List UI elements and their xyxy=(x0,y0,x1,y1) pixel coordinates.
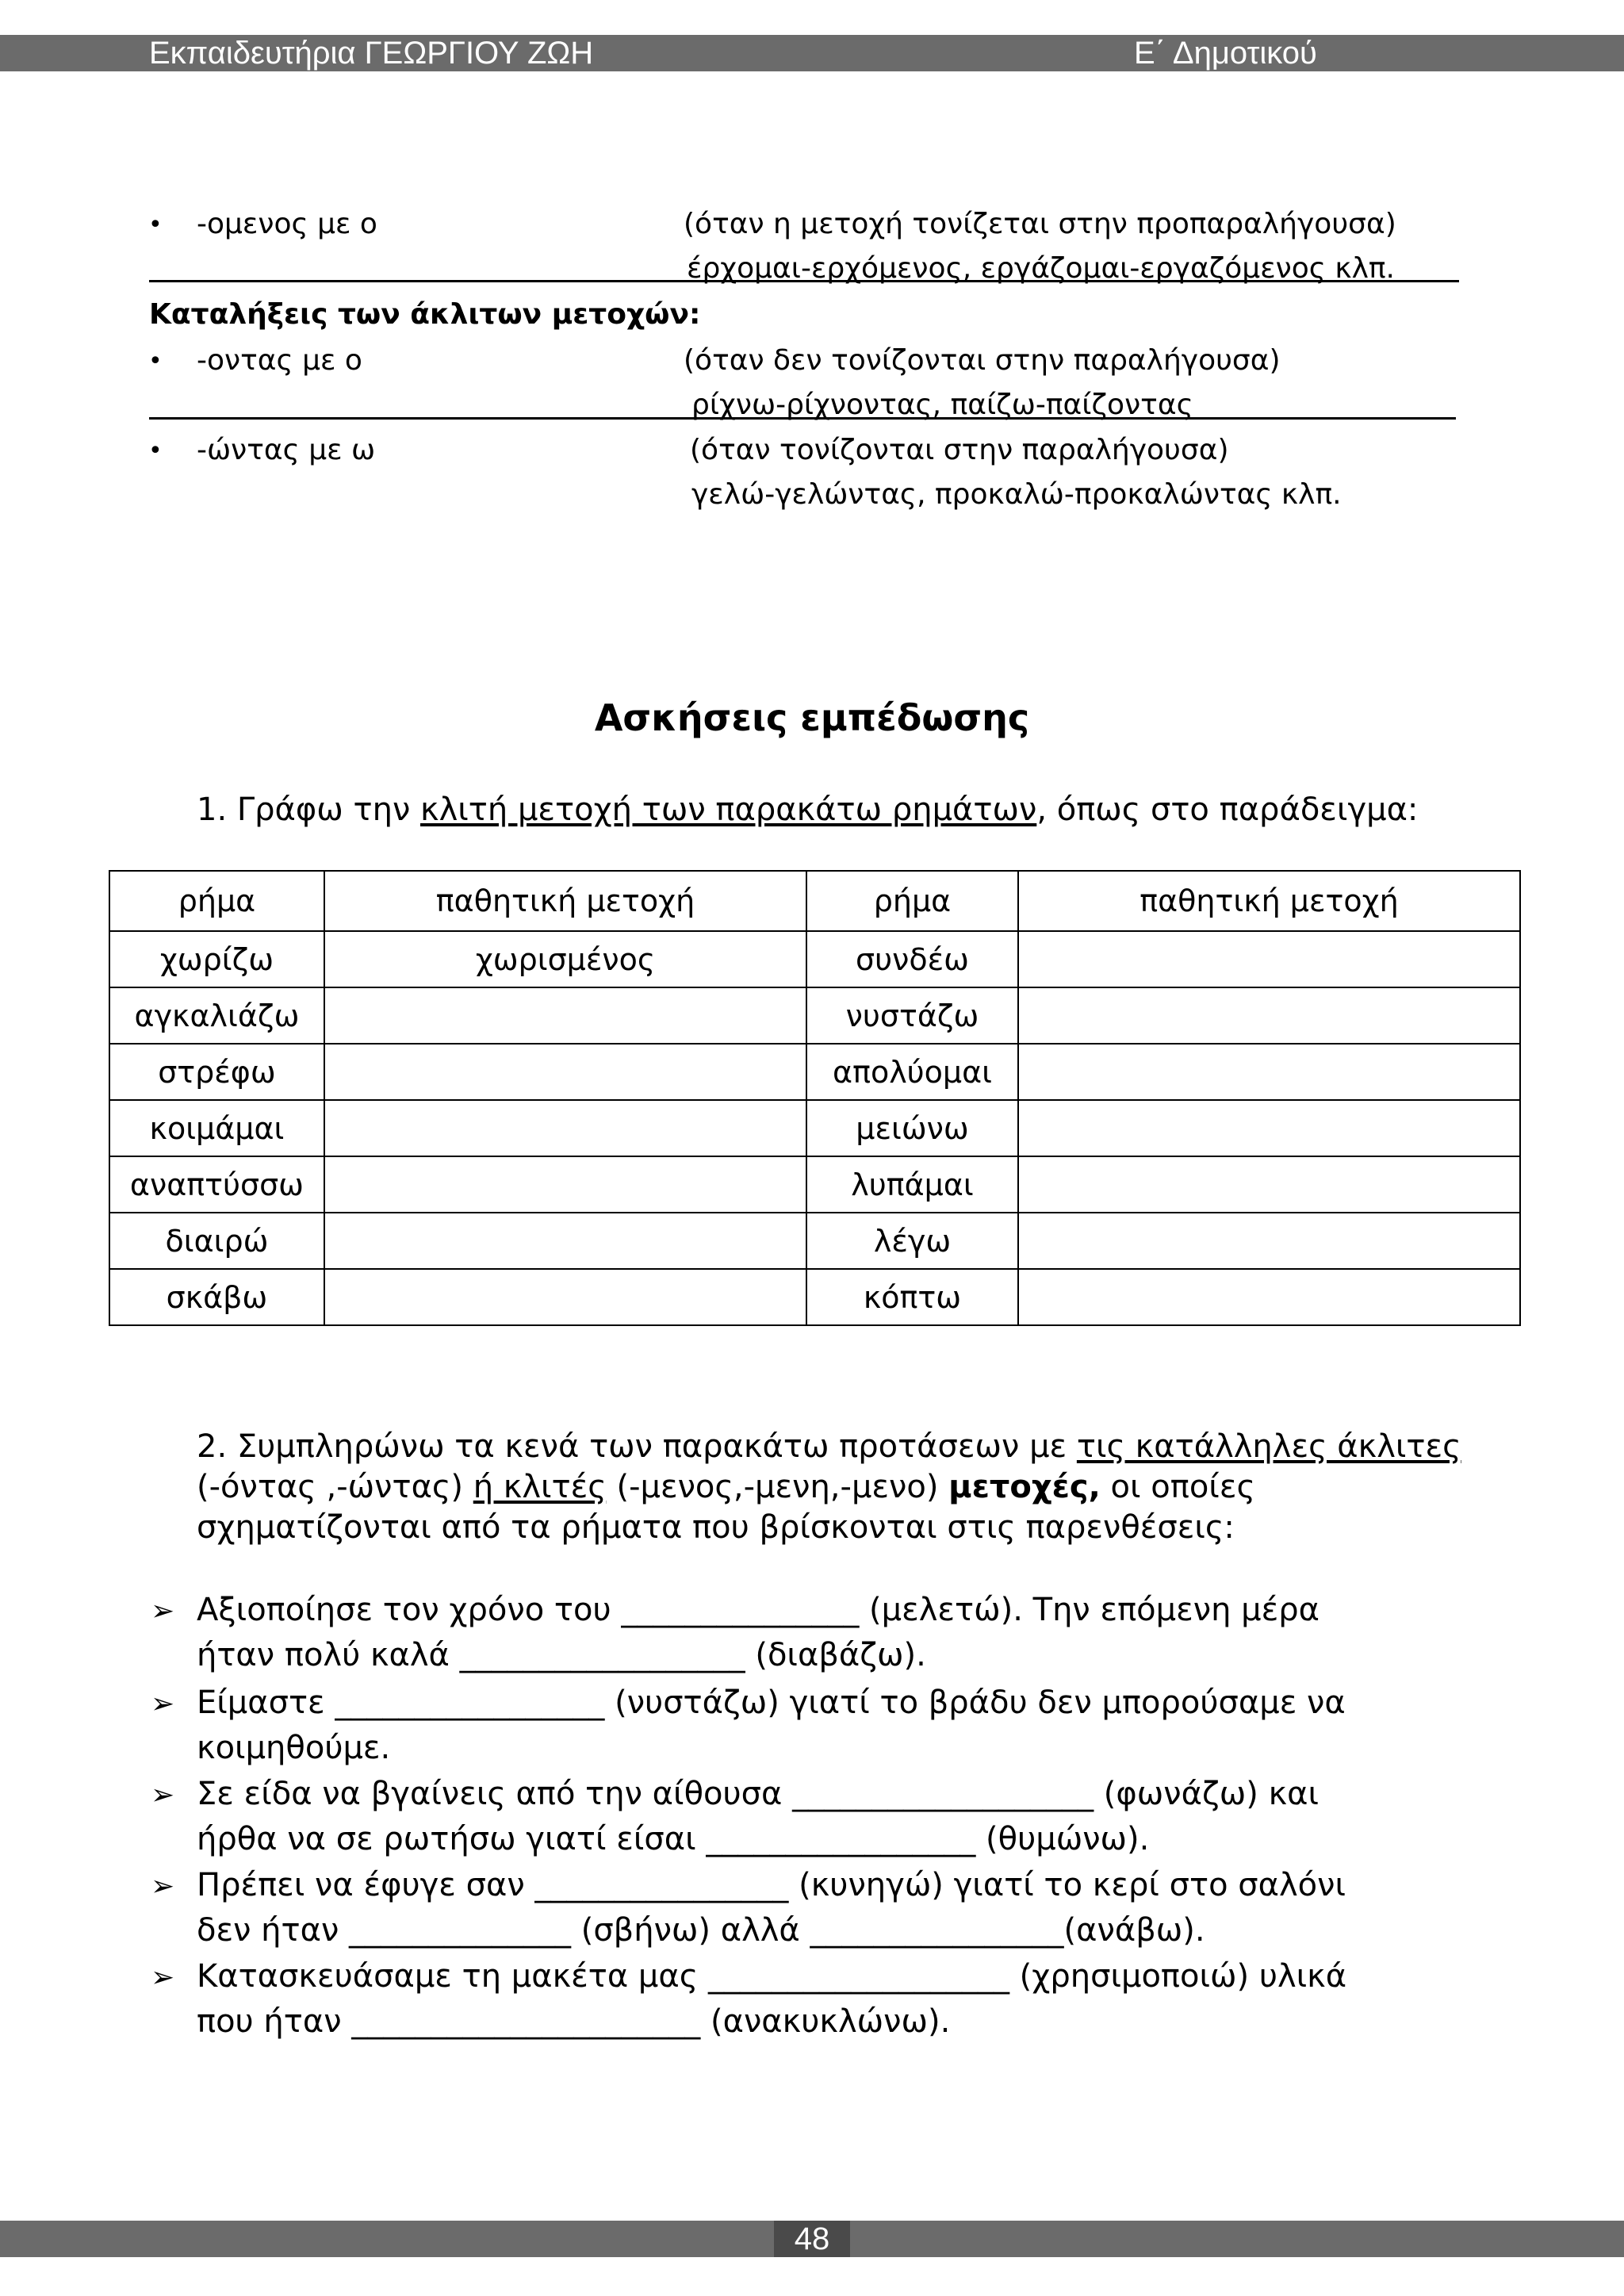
participle-cell[interactable] xyxy=(1018,1044,1520,1100)
ending-ontas-omega: -ώντας με ω xyxy=(197,434,376,466)
table-row xyxy=(109,1213,1520,1269)
verb-cell: συνδέω xyxy=(806,931,1018,987)
participle-cell[interactable] xyxy=(324,1156,806,1213)
exercise2-line3: σχηματίζονται από τα ρήματα που βρίσκονται στις παρενθέσεις: xyxy=(197,1509,1235,1546)
table-row xyxy=(109,1100,1520,1156)
rule-omenos: (όταν η μετοχή τονίζεται στην προπαραλήγουσα) xyxy=(684,208,1396,240)
table-row xyxy=(109,1044,1520,1100)
table-row xyxy=(109,1156,1520,1213)
examples-ontas-omega: γελώ-γελώντας, προκαλώ-προκαλώντας κλπ. xyxy=(691,478,1342,511)
verb-cell: μειώνω xyxy=(806,1100,1018,1156)
sentence-4a[interactable]: Πρέπει να έφυγε σαν ________________ (κυνηγώ) γιατί το κερί στο σαλόνι xyxy=(197,1867,1346,1903)
sentence-5b[interactable]: που ήταν ______________________ (ανακυκλώνω). xyxy=(197,2003,951,2040)
exercise2-line1 xyxy=(197,1427,1461,1467)
participle-cell[interactable] xyxy=(324,1100,806,1156)
rule-ontas-omega: (όταν τονίζονται στην παραλήγουσα) xyxy=(690,434,1229,466)
verb-cell: αναπτύσσω xyxy=(109,1156,324,1213)
arrow-bullet-icon: ➢ xyxy=(151,1595,175,1627)
sentence-3a[interactable]: Σε είδα να βγαίνεις από την αίθουσα ___________________ (φωνάζω) και xyxy=(197,1776,1320,1812)
exercise2-line2 xyxy=(197,1467,1255,1508)
verb-cell: αγκαλιάζω xyxy=(109,987,324,1044)
verb-table xyxy=(109,870,1521,1326)
participle-cell[interactable] xyxy=(324,1044,806,1100)
akliton-heading: Καταλήξεις των άκλιτων μετοχών: xyxy=(149,298,701,331)
sentence-2b: κοιμηθούμε. xyxy=(197,1730,391,1766)
participle-cell[interactable] xyxy=(1018,931,1520,987)
participle-cell[interactable] xyxy=(1018,1156,1520,1213)
participle-cell[interactable] xyxy=(1018,1269,1520,1325)
bullet-icon: • xyxy=(148,211,163,239)
examples-ontas: ρίχνω-ρίχνοντας, παίζω-παίζοντας xyxy=(691,389,1193,421)
sentence-1b[interactable]: ήταν πολύ καλά __________________ (διαβάζω). xyxy=(197,1637,926,1673)
participle-cell[interactable] xyxy=(1018,1100,1520,1156)
participle-cell[interactable] xyxy=(1018,1213,1520,1269)
exercise2-text: 2. Συμπληρώνω τα κενά των παρακάτω προτάσεων με xyxy=(197,1428,1077,1465)
footer-bar xyxy=(0,2221,1624,2257)
section-title: Ασκήσεις εμπέδωσης xyxy=(594,696,1030,739)
participle-cell[interactable] xyxy=(324,1213,806,1269)
verb-cell: απολύομαι xyxy=(806,1044,1018,1100)
verb-cell: στρέφω xyxy=(109,1044,324,1100)
verb-cell: κόπτω xyxy=(806,1269,1018,1325)
bullet-icon: • xyxy=(148,437,163,465)
exercise2-text: (-μενος,-μενη,-μενο) xyxy=(606,1469,949,1505)
exercise2-text: (-όντας ,-ώντας) xyxy=(197,1469,473,1505)
sentence-1a[interactable]: Αξιοποίησε τον χρόνο του _______________ (μελετώ). Την επόμενη μέρα xyxy=(197,1592,1320,1628)
page-number: 48 xyxy=(774,2221,850,2257)
participle-cell[interactable] xyxy=(324,987,806,1044)
ending-omenos: -ομενος με ο xyxy=(197,208,377,240)
sentence-2a[interactable]: Είμαστε _________________ (νυστάζω) γιατί το βράδυ δεν μπορούσαμε να xyxy=(197,1685,1346,1721)
exercise2-text: οι οποίες xyxy=(1100,1469,1255,1505)
sentence-4b[interactable]: δεν ήταν ______________ (σβήνω) αλλά ________________(ανάβω). xyxy=(197,1912,1205,1949)
verb-cell: λυπάμαι xyxy=(806,1156,1018,1213)
table-row xyxy=(109,931,1520,987)
exercise1-prefix: 1. Γράφω την xyxy=(197,792,421,828)
table-header-row xyxy=(109,871,1520,931)
verb-cell: χωρίζω xyxy=(109,931,324,987)
sentence-5a[interactable]: Κατασκευάσαμε τη μακέτα μας ___________________ (χρησιμοποιώ) υλικά xyxy=(197,1958,1347,1995)
table-header: παθητική μετοχή xyxy=(324,871,806,931)
table-header: παθητική μετοχή xyxy=(1018,871,1520,931)
examples-omenos: έρχομαι-ερχόμενος, εργάζομαι-εργαζόμενος κλπ. xyxy=(687,252,1396,285)
header-bar xyxy=(0,35,1624,71)
verb-cell: διαιρώ xyxy=(109,1213,324,1269)
verb-cell: νυστάζω xyxy=(806,987,1018,1044)
exercise2-underlined: ή κλιτές xyxy=(473,1469,607,1505)
participle-cell[interactable] xyxy=(1018,987,1520,1044)
participle-cell[interactable]: χωρισμένος xyxy=(324,931,806,987)
table-header: ρήμα xyxy=(109,871,324,931)
arrow-bullet-icon: ➢ xyxy=(151,1688,175,1720)
grade-label: Ε΄ Δημοτικού xyxy=(1134,36,1317,71)
participle-cell[interactable] xyxy=(324,1269,806,1325)
rule-ontas: (όταν δεν τονίζονται στην παραλήγουσα) xyxy=(684,344,1281,377)
arrow-bullet-icon: ➢ xyxy=(151,1779,175,1811)
verb-cell: σκάβω xyxy=(109,1269,324,1325)
table-header: ρήμα xyxy=(806,871,1018,931)
arrow-bullet-icon: ➢ xyxy=(151,1961,175,1994)
verb-cell: κοιμάμαι xyxy=(109,1100,324,1156)
bullet-icon: • xyxy=(148,347,163,375)
arrow-bullet-icon: ➢ xyxy=(151,1870,175,1903)
sentence-3b[interactable]: ήρθα να σε ρωτήσω γιατί είσαι _________________ (θυμώνω). xyxy=(197,1821,1150,1857)
table-row xyxy=(109,987,1520,1044)
exercise2-bold: μετοχές, xyxy=(948,1469,1101,1505)
exercise2-underlined: τις κατάλληλες άκλιτες xyxy=(1076,1428,1461,1465)
school-name: Εκπαιδευτήρια ΓΕΩΡΓΙΟΥ ΖΩΗ xyxy=(149,36,594,71)
exercise1-instruction xyxy=(197,792,1418,828)
verb-cell: λέγω xyxy=(806,1213,1018,1269)
ending-ontas: -οντας με ο xyxy=(197,344,362,377)
exercise1-suffix: , όπως στο παράδειγμα: xyxy=(1036,792,1419,828)
exercise1-underlined: κλιτή μετοχή των παρακάτω ρημάτων xyxy=(420,792,1037,828)
table-row xyxy=(109,1269,1520,1325)
